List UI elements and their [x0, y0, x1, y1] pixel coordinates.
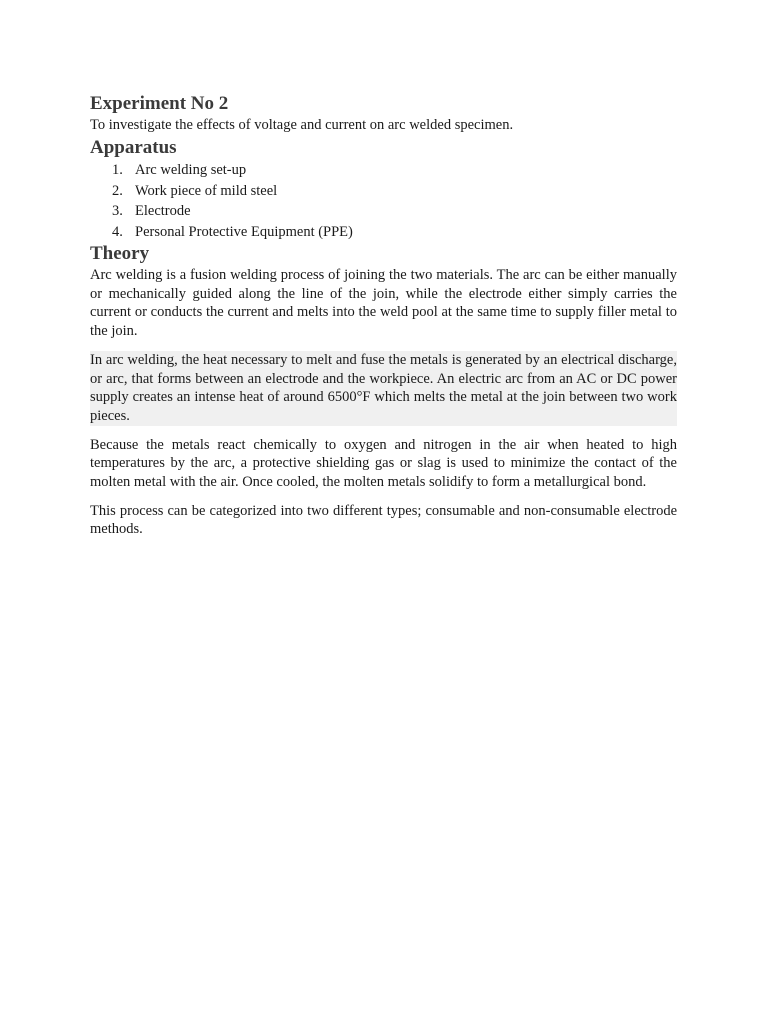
- list-item-text: Electrode: [135, 203, 191, 219]
- list-item: [90, 201, 677, 222]
- list-item: [90, 222, 677, 243]
- list-item-number: 1.: [112, 162, 123, 178]
- document-page: [90, 92, 677, 549]
- apparatus-list: [90, 160, 677, 242]
- list-item: [90, 181, 677, 202]
- list-item-text: Work piece of mild steel: [135, 182, 278, 199]
- list-item: [90, 160, 677, 181]
- theory-paragraph: Arc welding is a fusion welding process of joining the two materials. The arc can be either manually or mechanically guided along the line of the join, while the electrode either simply carries the current or conducts the current and melts into the weld pool at the same time to supply filler metal to the join.: [90, 267, 677, 340]
- list-item-text: Personal Protective Equipment (PPE): [135, 223, 353, 240]
- theory-paragraph: This process can be categorized into two different types; consumable and non-consumable electrode methods.: [90, 502, 677, 538]
- theory-paragraph: Because the metals react chemically to oxygen and nitrogen in the air when heated to high temperatures by the arc, a protective shielding gas or slag is used to minimize the contact of the molten metal with the air. Once cooled, the molten metals solidify to form a metallurgical bond.: [90, 436, 677, 491]
- list-item-number: 4.: [112, 223, 123, 240]
- list-item-text: Arc welding set-up: [135, 162, 247, 178]
- apparatus-heading: Apparatus: [90, 137, 177, 158]
- objective-text: To investigate the effects of voltage and current on arc welded specimen.: [90, 117, 514, 133]
- theory-paragraph: In arc welding, the heat necessary to melt and fuse the metals is generated by an electrical discharge, or arc, that forms between an electrode and the workpiece. An electric arc from an AC or DC power supply creates an intense heat of around 6500°F which melts the metal at the join between two work pieces.: [90, 351, 677, 424]
- page-title: Experiment No 2: [90, 93, 229, 114]
- theory-heading: Theory: [90, 243, 150, 264]
- list-item-number: 3.: [112, 203, 123, 219]
- list-item-number: 2.: [112, 182, 123, 199]
